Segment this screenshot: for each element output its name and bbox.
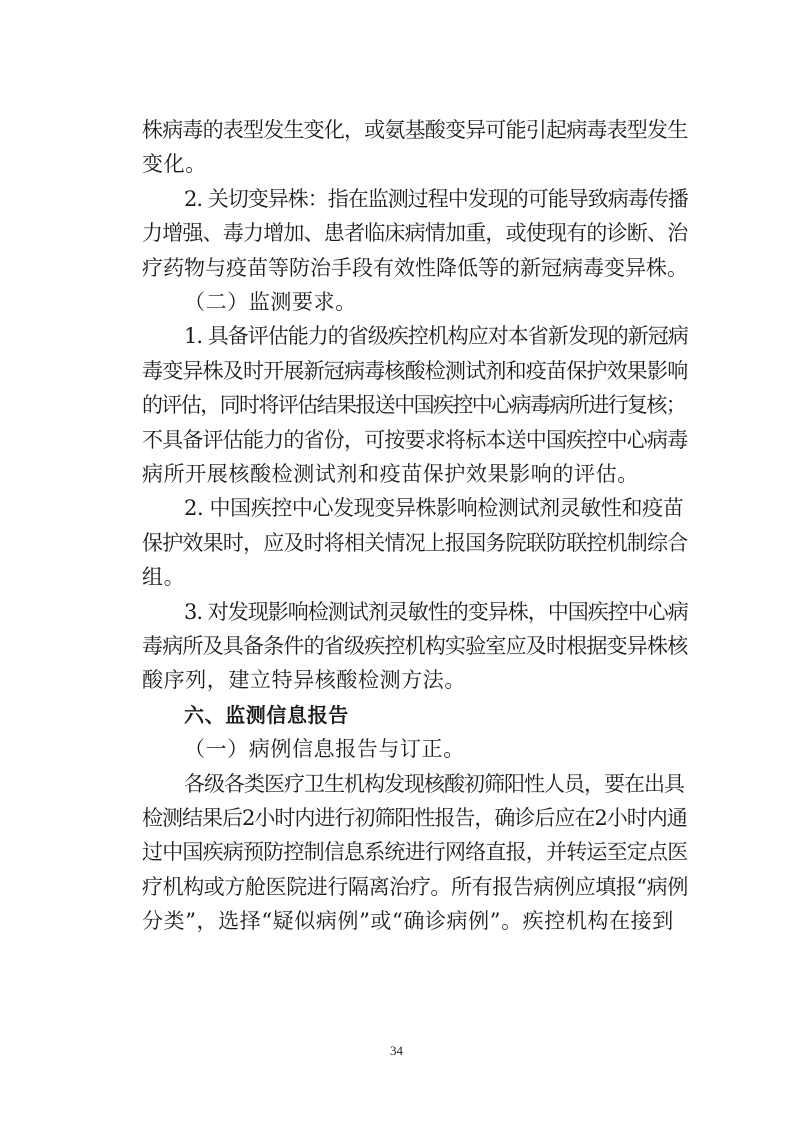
text-line: 各级各类医疗卫生机构发现核酸初筛阳性人员，要在出具	[184, 771, 684, 796]
text-line: 2. 关切变异株：指在监测过程中发现的可能导致病毒传播	[184, 186, 688, 211]
text-line: 检测结果后2小时内进行初筛阳性报告，确诊后应在2小时内通	[142, 806, 687, 830]
text-line: 疗药物与疫苗等防治手段有效性降低等的新冠病毒变异株。	[142, 255, 688, 280]
text-line: 变化。	[142, 152, 207, 177]
text-line: 2. 中国疾控中心发现变异株影响检测试剂灵敏性和疫苗	[184, 496, 684, 521]
text-line: 疗机构或方舱医院进行隔离治疗。所有报告病例应填报“病例	[142, 874, 688, 899]
text-line: 1. 具备评估能力的省级疾控机构应对本省新发现的新冠病	[184, 324, 688, 349]
text-line: 的评估，同时将评估结果报送中国疾控中心病毒病所进行复核；	[142, 393, 686, 418]
text-line: （一）病例信息报告与订正。	[184, 737, 465, 762]
text-line: 分类”，选择“疑似病例”或“确诊病例”。疾控机构在接到	[142, 909, 674, 934]
text-line: 组。	[142, 565, 186, 590]
text-line: 株病毒的表型发生变化，或氨基酸变异可能引起病毒表型发生	[142, 118, 688, 142]
text-line: 3. 对发现影响检测试剂灵敏性的变异株，中国疾控中心病	[184, 599, 688, 624]
text-line: 力增强、毒力增加、患者临床病情加重，或使现有的诊断、治	[142, 221, 688, 246]
text-line: 病所开展核酸检测试剂和疫苗保护效果影响的评估。	[142, 462, 639, 486]
text-line: 毒病所及具备条件的省级疾控机构实验室应及时根据变异株核	[142, 634, 688, 658]
text-line: 过中国疾病预防控制信息系统进行网络直报，并转运至定点医	[142, 840, 688, 865]
text-line: 不具备评估能力的省份，可按要求将标本送中国疾控中心病毒	[142, 427, 688, 452]
text-line: 毒变异株及时开展新冠病毒核酸检测试剂和疫苗保护效果影响	[142, 358, 688, 383]
text-line: （二）监测要求。	[184, 290, 357, 314]
section-heading: 六、监测信息报告	[184, 702, 349, 727]
page-number: 34	[390, 1043, 403, 1058]
text-line: 保护效果时，应及时将相关情况上报国务院联防联控机制综合	[142, 530, 688, 555]
text-line: 酸序列，建立特异核酸检测方法。	[142, 668, 466, 693]
